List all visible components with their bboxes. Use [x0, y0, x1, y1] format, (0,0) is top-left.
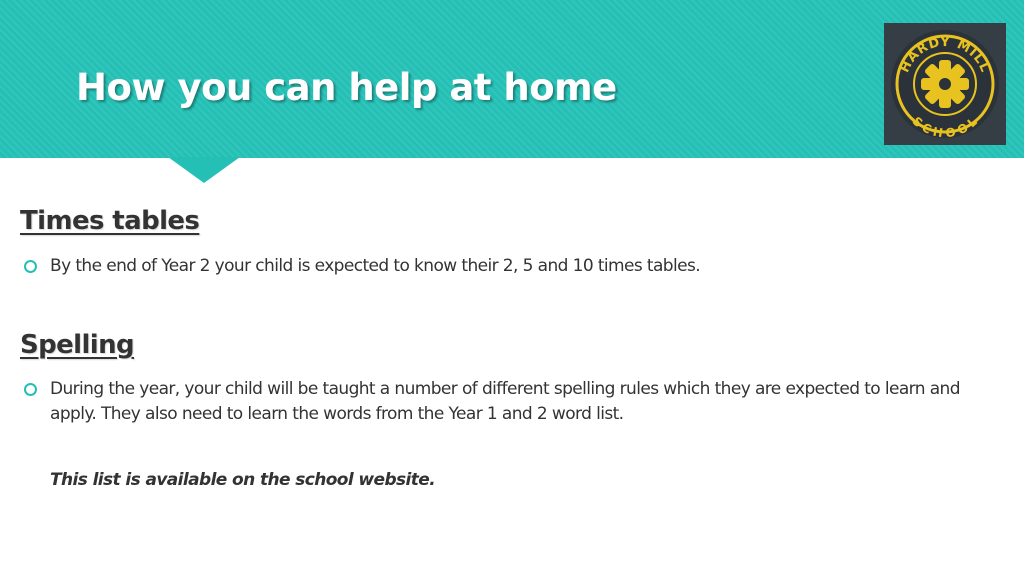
times-tables-bullet-text: By the end of Year 2 your child is expected to know their 2, 5 and 10 times tables. — [50, 256, 701, 276]
school-logo-graphic — [884, 23, 1006, 145]
logo-bottom-text: SCHOOL — [909, 113, 981, 141]
yellow-cog-icon — [921, 60, 969, 108]
spelling-note-text: This list is available on the school website. — [50, 470, 436, 490]
bullet-ring-icon — [24, 260, 37, 273]
section-heading-spelling: Spelling — [20, 330, 135, 360]
bullet-ring-icon — [24, 383, 37, 396]
header-pointer — [168, 157, 240, 183]
school-logo — [884, 23, 1006, 145]
spelling-bullet-text: During the year, your child will be taught a number of different spelling rules which they are expected to learn and apply. They also need to learn the words from the Year 1 and 2 word list. — [50, 379, 960, 424]
section-heading-times-tables: Times tables — [20, 206, 200, 236]
logo-top-text: HARDY MILL — [897, 34, 993, 76]
slide-title: How you can help at home — [76, 66, 617, 109]
